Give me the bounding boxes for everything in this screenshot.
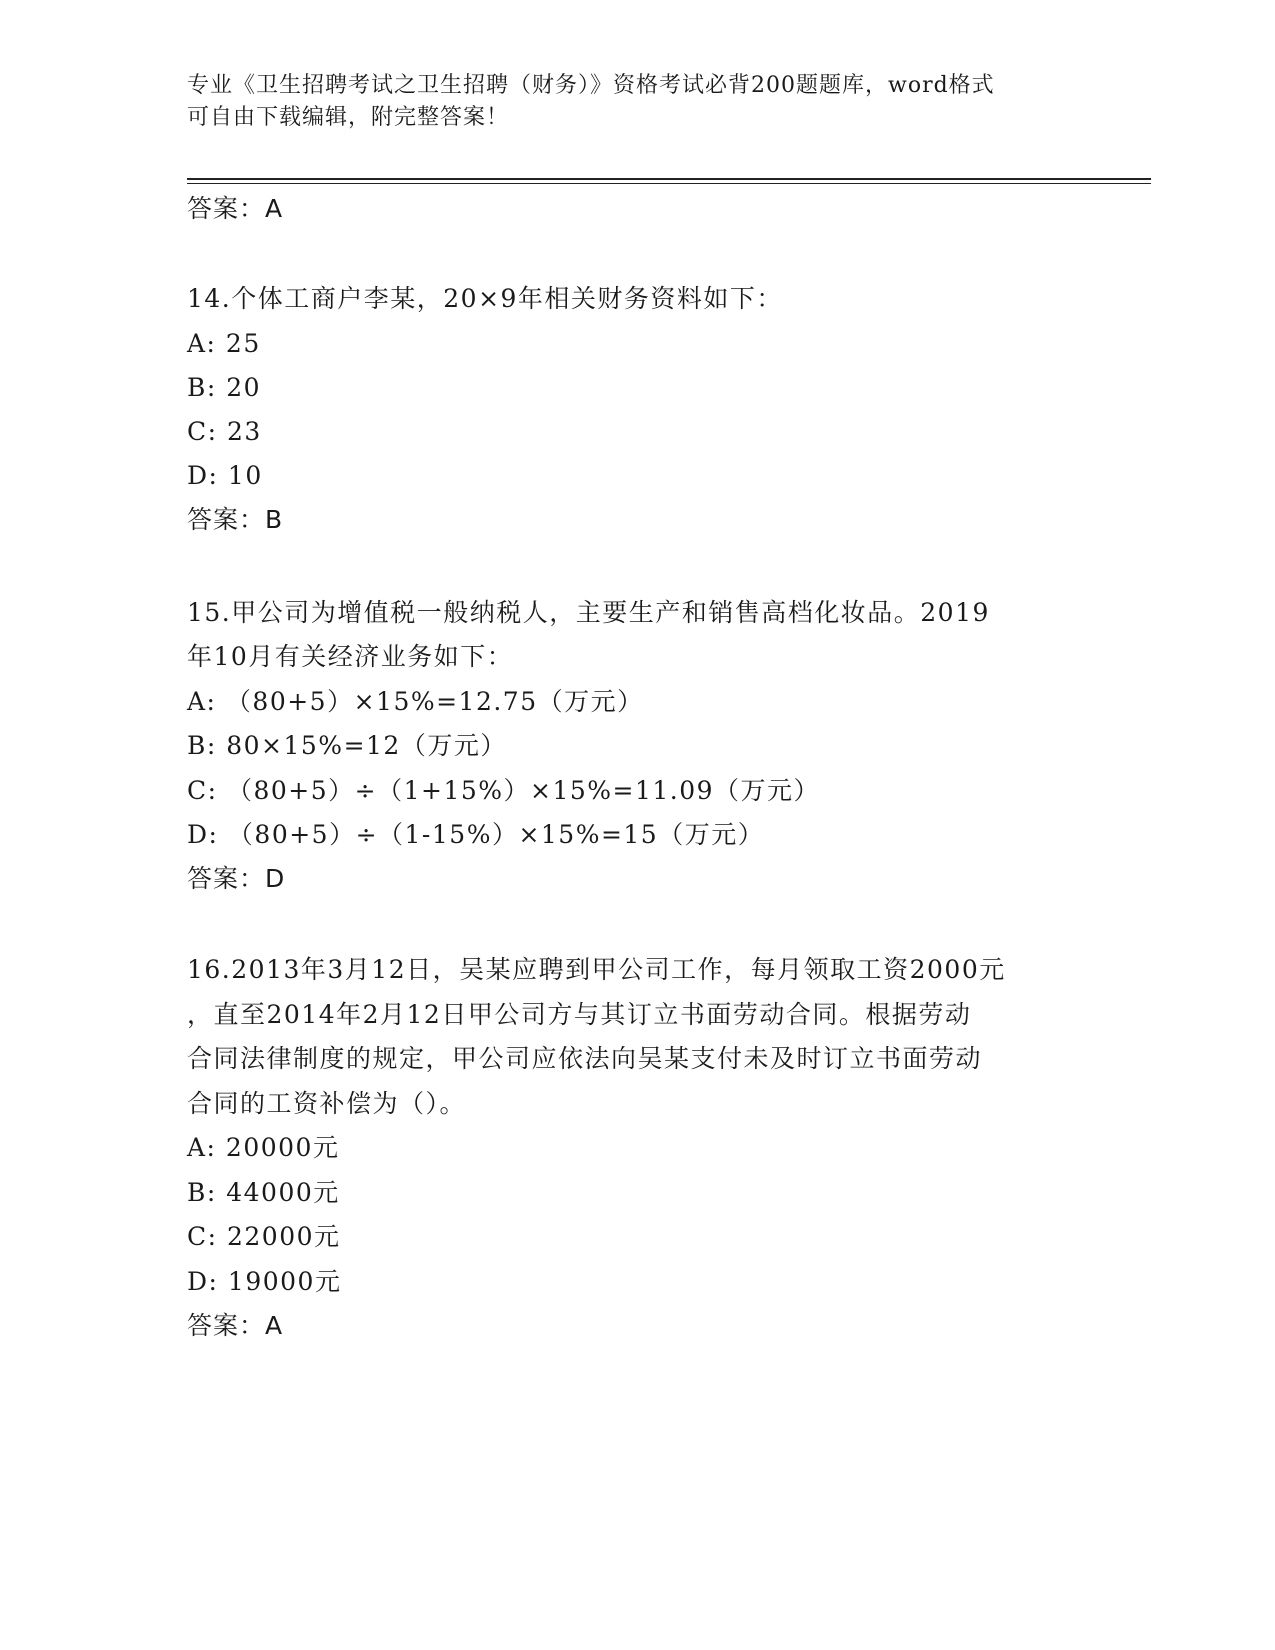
answer-14: 答案：B: [187, 505, 284, 534]
question-14-option-d: D: 10: [187, 461, 263, 490]
header-divider-thin: [187, 183, 1151, 184]
question-15-stem-line-1: 15.甲公司为增值税一般纳税人，主要生产和销售高档化妆品。2019: [187, 598, 990, 627]
question-15-option-c: C: （80+5）÷（1+15%）×15%=11.09（万元）: [187, 776, 821, 805]
question-16-option-a: A: 20000元: [187, 1133, 340, 1162]
question-16-stem-line-4: 合同的工资补偿为（）。: [187, 1089, 467, 1118]
question-15-option-d: D: （80+5）÷（1-15%）×15%=15（万元）: [187, 820, 765, 849]
question-15-option-a: A: （80+5）×15%=12.75（万元）: [187, 687, 644, 716]
question-14-option-b: B: 20: [187, 373, 262, 402]
page-header: [187, 70, 1087, 134]
question-16-option-c: C: 22000元: [187, 1222, 341, 1251]
question-14-option-c: C: 23: [187, 417, 262, 446]
question-16-stem-line-2: ，直至2014年2月12日甲公司方与其订立书面劳动合同。根据劳动: [187, 1000, 972, 1029]
answer-13: 答案：A: [187, 194, 284, 223]
header-line-2: 可自由下载编辑，附完整答案！: [187, 105, 510, 130]
question-15-stem-line-2: 年10月有关经济业务如下：: [187, 642, 514, 671]
header-line-1: 专业《卫生招聘考试之卫生招聘（财务）》资格考试必背200题题库，word格式: [187, 73, 995, 98]
header-divider-thick: [187, 178, 1151, 180]
question-16-option-d: D: 19000元: [187, 1267, 342, 1296]
question-16-stem-line-1: 16.2013年3月12日，吴某应聘到甲公司工作，每月领取工资2000元: [187, 955, 1006, 984]
answer-15: 答案：D: [187, 864, 286, 893]
question-16-stem-line-3: 合同法律制度的规定，甲公司应依法向吴某支付未及时订立书面劳动: [187, 1044, 983, 1073]
question-14-option-a: A: 25: [187, 329, 261, 358]
question-14-stem: 14.个体工商户李某，20×9年相关财务资料如下：: [187, 284, 783, 313]
question-15-option-b: B: 80×15%=12（万元）: [187, 731, 507, 760]
question-16-option-b: B: 44000元: [187, 1178, 340, 1207]
answer-16: 答案：A: [187, 1311, 284, 1340]
